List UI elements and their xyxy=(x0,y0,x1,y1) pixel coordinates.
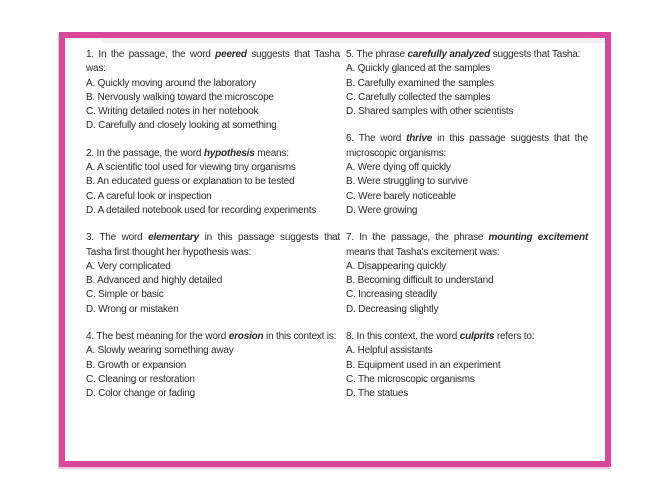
question-1-option-B: B. Nervously walking toward the microscope xyxy=(86,91,274,103)
question-2-option-A: A. A scientific tool used for viewing tiny organisms xyxy=(86,162,296,174)
emphasized-word: culprits xyxy=(459,331,495,343)
emphasized-word: erosion xyxy=(228,331,264,343)
question-6-option-C: C. Were barely noticeable xyxy=(346,190,456,202)
question-2 xyxy=(86,147,340,218)
column-left xyxy=(86,48,340,415)
question-8-option-C: C. The microscopic organisms xyxy=(346,373,475,385)
question-3-stem: 3. The word elementary in this passage suggests that Tasha first thought her hypothesis was: xyxy=(86,232,340,258)
question-4-option-B: B. Growth or expansion xyxy=(86,359,187,371)
question-6-option-A: A. Were dying off quickly xyxy=(346,162,451,174)
question-8-stem: 8. In this context, the word culprits refers to: xyxy=(346,331,535,343)
question-7-option-A: A. Disappearing quickly xyxy=(346,260,446,272)
question-7-option-C: C. Increasing steadily xyxy=(346,289,438,301)
worksheet-content-area xyxy=(65,38,605,461)
question-8-option-D: D. The statues xyxy=(346,388,409,400)
questions-columns xyxy=(86,48,588,415)
question-1 xyxy=(86,48,340,134)
question-5-option-A: A. Quickly glanced at the samples xyxy=(346,63,491,75)
question-3-option-C: C. Simple or basic xyxy=(86,289,164,301)
question-2-option-D: D. A detailed notebook used for recording experiments xyxy=(86,204,317,216)
question-3-option-D: D. Wrong or mistaken xyxy=(86,303,179,315)
question-6-stem: 6. The word thrive in this passage suggests that the microscopic organisms: xyxy=(346,133,588,159)
question-5-stem: 5. The phrase carefully analyzed suggests that Tasha: xyxy=(346,49,581,60)
question-4-stem: 4. The best meaning for the word erosion in this context is: xyxy=(86,331,337,343)
question-4-option-A: A. Slowly wearing something away xyxy=(86,345,234,357)
emphasized-word: mounting excitement xyxy=(488,232,588,244)
question-2-stem: 2. In the passage, the word hypothesis means: xyxy=(86,147,289,159)
emphasized-word: carefully analyzed xyxy=(407,49,491,60)
emphasized-word: elementary xyxy=(148,232,199,244)
column-right xyxy=(346,48,588,415)
question-3 xyxy=(86,231,340,317)
question-6-option-B: B. Were struggling to survive xyxy=(346,176,468,188)
question-6 xyxy=(346,132,588,218)
question-1-option-D: D. Carefully and closely looking at something xyxy=(86,120,277,132)
emphasized-word: peered xyxy=(215,49,247,60)
emphasized-word: hypothesis xyxy=(203,147,255,159)
question-1-option-A: A. Quickly moving around the laboratory xyxy=(86,77,257,89)
question-1-stem: 1. In the passage, the word peered suggests that Tasha was: xyxy=(86,49,340,75)
question-1-option-C: C. Writing detailed notes in her notebook xyxy=(86,106,259,118)
question-6-option-D: D. Were growing xyxy=(346,204,418,216)
question-8-option-B: B. Equipment used in an experiment xyxy=(346,359,501,371)
question-7-option-D: D. Decreasing slightly xyxy=(346,303,439,315)
question-5-option-D: D. Shared samples with other scientists xyxy=(346,106,514,118)
question-8 xyxy=(346,330,588,401)
question-5-option-C: C. Carefully collected the samples xyxy=(346,91,491,103)
question-2-option-C: C. A careful look or inspection xyxy=(86,190,212,202)
question-7-stem: 7. In the passage, the phrase mounting excitement means that Tasha's excitement was: xyxy=(346,232,588,258)
question-7-option-B: B. Becoming difficult to understand xyxy=(346,275,494,287)
emphasized-word: thrive xyxy=(406,133,433,145)
question-5 xyxy=(346,48,588,119)
question-4-option-C: C. Cleaning or restoration xyxy=(86,373,195,385)
question-7 xyxy=(346,231,588,317)
question-5-option-B: B. Carefully examined the samples xyxy=(346,77,494,89)
question-4 xyxy=(86,330,340,401)
question-3-option-A: A. Very complicated xyxy=(86,260,171,272)
question-3-option-B: B. Advanced and highly detailed xyxy=(86,275,223,287)
question-2-option-B: B. An educated guess or explanation to be tested xyxy=(86,176,295,188)
page-edge-strip xyxy=(102,39,605,43)
question-8-option-A: A. Helpful assistants xyxy=(346,345,433,357)
worksheet-frame xyxy=(59,32,611,467)
question-4-option-D: D. Color change or fading xyxy=(86,388,195,400)
